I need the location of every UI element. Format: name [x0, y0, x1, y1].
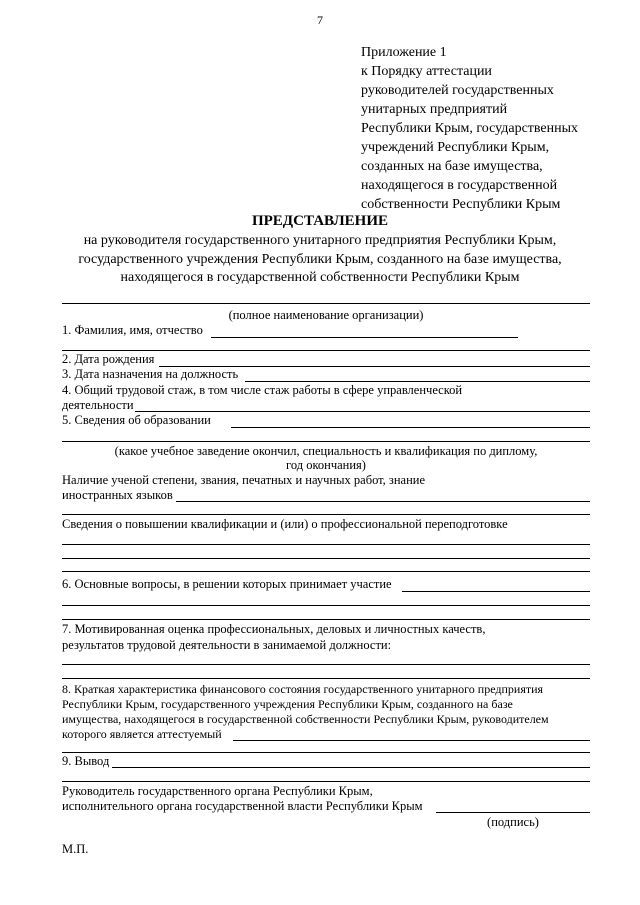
appointment-date-line[interactable]	[245, 381, 590, 382]
financial-label-4: которого является аттестуемый	[62, 727, 222, 741]
training-line-1[interactable]	[62, 544, 590, 545]
org-caption: (полное наименование организации)	[228, 308, 424, 322]
conclusion-line[interactable]	[112, 767, 590, 768]
conclusion-label: 9. Вывод	[62, 754, 110, 768]
work-experience-label: 4. Общий трудовой стаж, в том числе стаж работы в сфере управленческой	[62, 383, 463, 397]
annex-line: Республики Крым, государственных	[361, 121, 579, 136]
annex-line: Приложение 1	[361, 45, 447, 60]
conclusion-line-2[interactable]	[62, 781, 590, 782]
training-line-3[interactable]	[62, 571, 590, 572]
financial-line-2[interactable]	[62, 752, 590, 753]
stamp-placeholder: М.П.	[62, 842, 89, 856]
degree-line-2[interactable]	[62, 514, 590, 515]
financial-label-3: имущества, находящегося в государственной собственности Республики Крым, руководителем	[62, 712, 549, 726]
evaluation-line-1[interactable]	[62, 664, 590, 665]
page-number: 7	[317, 13, 323, 27]
education-caption: (какое учебное заведение окончил, специальность и квалификация по диплому,	[114, 444, 538, 458]
org-name-line[interactable]	[62, 303, 590, 304]
education-label: 5. Сведения об образовании	[62, 413, 211, 427]
annex-line: учреждений Республики Крым,	[361, 140, 550, 155]
annex-line: руководителей государственных	[361, 83, 554, 98]
main-issues-line-3[interactable]	[62, 619, 590, 620]
birth-date-label: 2. Дата рождения	[62, 352, 155, 366]
financial-line[interactable]	[233, 740, 590, 741]
full-name-label: 1. Фамилия, имя, отчество	[62, 323, 203, 337]
financial-label: 8. Краткая характеристика финансового состояния государственного унитарного предприятия	[62, 682, 544, 696]
annex-line: собственности Республики Крым	[361, 197, 561, 212]
training-line-2[interactable]	[62, 558, 590, 559]
head-title-2: исполнительного органа государственной власти Республики Крым	[62, 799, 423, 813]
degree-label: Наличие ученой степени, звания, печатных и научных работ, знание	[62, 473, 426, 487]
head-title: Руководитель государственного органа Республики Крым,	[62, 784, 373, 798]
appointment-date-label: 3. Дата назначения на должность	[62, 367, 239, 381]
evaluation-label-2: результатов трудовой деятельности в занимаемой должности:	[62, 638, 392, 652]
work-experience-line[interactable]	[135, 411, 590, 412]
degree-label-2: иностранных языков	[62, 488, 173, 502]
full-name-line[interactable]	[211, 337, 518, 338]
main-issues-label: 6. Основные вопросы, в решении которых принимает участие	[62, 577, 392, 591]
subtitle-line: государственного учреждения Республики Крым, созданного на базе имущества,	[78, 252, 562, 267]
main-issues-line[interactable]	[402, 591, 590, 592]
full-name-line-2[interactable]	[62, 350, 590, 351]
signature-line[interactable]	[436, 812, 590, 813]
subtitle-line: находящегося в государственной собственности Республики Крым	[120, 270, 520, 285]
education-line[interactable]	[231, 427, 590, 428]
annex-line: к Порядку аттестации	[361, 64, 492, 79]
financial-label-2: Республики Крым, государственного учреждения Республики Крым, созданного на базе	[62, 697, 513, 711]
annex-line: унитарных предприятий	[361, 102, 508, 117]
education-line-2[interactable]	[62, 441, 590, 442]
main-issues-line-2[interactable]	[62, 605, 590, 606]
work-experience-label-2: деятельности	[62, 398, 134, 412]
signature-caption: (подпись)	[487, 815, 539, 829]
document-title: ПРЕДСТАВЛЕНИЕ	[251, 213, 389, 229]
training-label: Сведения о повышении квалификации и (или) о профессиональной переподготовке	[62, 517, 508, 531]
subtitle-line: на руководителя государственного унитарного предприятия Республики Крым,	[83, 233, 557, 248]
annex-line: находящегося в государственной	[361, 178, 558, 193]
evaluation-label: 7. Мотивированная оценка профессиональных, деловых и личностных качеств,	[62, 622, 486, 636]
education-caption-2: год окончания)	[286, 458, 366, 472]
annex-line: созданных на базе имущества,	[361, 159, 543, 174]
evaluation-line-2[interactable]	[62, 678, 590, 679]
degree-line[interactable]	[176, 501, 590, 502]
